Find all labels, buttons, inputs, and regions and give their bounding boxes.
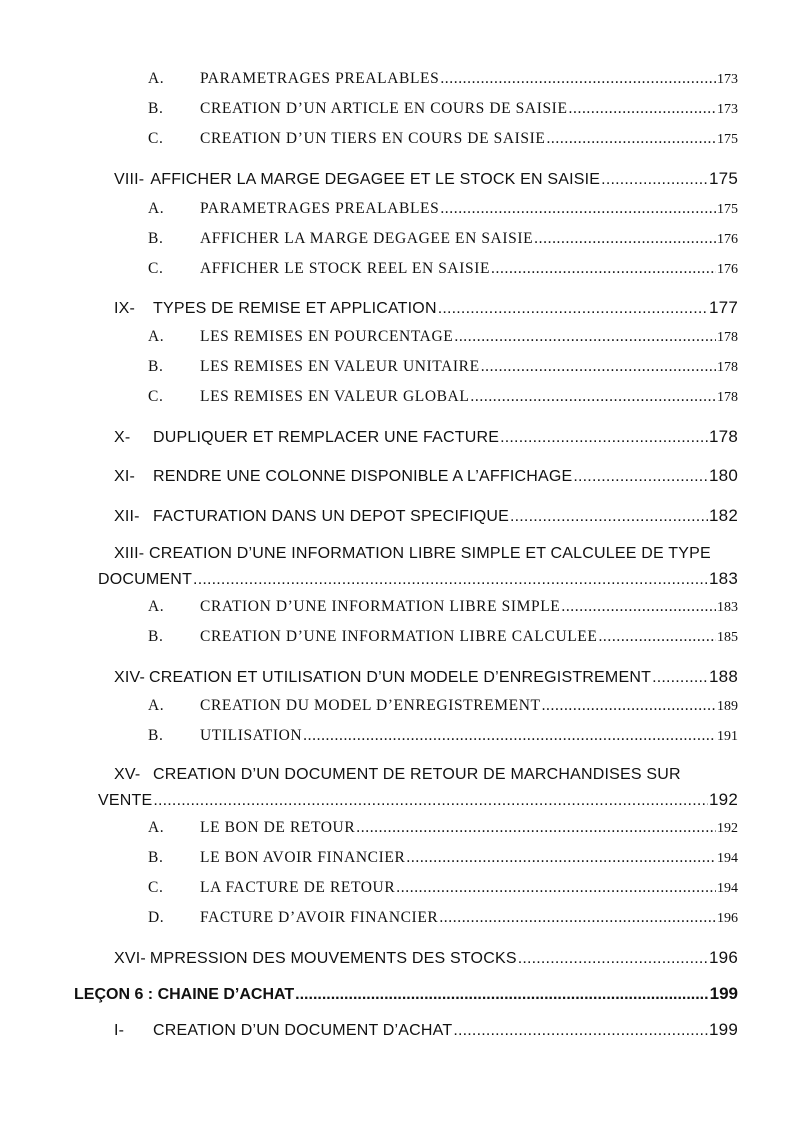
leader-dots <box>652 669 708 687</box>
toc-entry-page: 173 <box>717 102 738 117</box>
toc-section-entry-line1[interactable] <box>114 766 681 784</box>
leader-dots <box>193 571 708 589</box>
toc-entry-letter: B. <box>148 230 164 247</box>
toc-entry-letter: C. <box>148 130 164 147</box>
toc-section-title: RENDRE UNE COLONNE DISPONIBLE A L’AFFICHAGE <box>153 468 573 485</box>
toc-entry-page: 178 <box>717 360 738 375</box>
leader-dots <box>542 697 716 715</box>
toc-entry[interactable] <box>148 388 738 406</box>
toc-entry-letter: A. <box>148 70 165 87</box>
toc-entry[interactable] <box>148 598 738 616</box>
toc-section-title-line1: CREATION D’UN DOCUMENT DE RETOUR DE MARCHANDISES SUR <box>153 766 681 783</box>
toc-section-number: I- <box>114 1022 125 1039</box>
toc-entry[interactable] <box>148 130 738 148</box>
toc-entry-page: 183 <box>717 600 738 615</box>
leader-dots <box>453 1022 708 1040</box>
toc-entry-title: LA FACTURE DE RETOUR <box>200 879 396 896</box>
toc-lesson-title: LEÇON 6 : CHAINE D’ACHAT <box>74 986 295 1003</box>
toc-entry-page: 194 <box>717 881 738 896</box>
leader-dots <box>470 388 716 406</box>
leader-dots <box>534 230 716 248</box>
leader-dots <box>303 727 716 745</box>
toc-entry-letter: D. <box>148 909 165 926</box>
leader-dots <box>295 986 708 1004</box>
toc-entry-title: CREATION D’UN TIERS EN COURS DE SAISIE <box>200 130 546 147</box>
leader-dots <box>491 260 716 278</box>
leader-dots <box>440 70 716 88</box>
leader-dots <box>153 792 708 810</box>
leader-dots <box>510 508 708 526</box>
toc-entry[interactable] <box>148 819 738 837</box>
toc-section-number: XI- <box>114 468 136 485</box>
toc-entry-title: LES REMISES EN VALEUR GLOBAL <box>200 388 470 405</box>
toc-section-title: CREATION ET UTILISATION D’UN MODELE D’ENREGISTREMENT <box>149 669 652 686</box>
toc-entry[interactable] <box>148 70 738 88</box>
toc-section-entry[interactable] <box>114 427 738 447</box>
toc-entry-title: FACTURE D’AVOIR FINANCIER <box>200 909 439 926</box>
toc-section-page: 199 <box>709 1020 738 1039</box>
toc-entry-page: 178 <box>717 390 738 405</box>
leader-dots <box>439 909 716 927</box>
toc-section-page: 183 <box>709 569 738 588</box>
toc-entry-letter: C. <box>148 879 164 896</box>
leader-dots <box>546 130 716 148</box>
toc-section-title: DUPLIQUER ET REMPLACER UNE FACTURE <box>153 429 500 446</box>
toc-entry-letter: B. <box>148 727 164 744</box>
toc-section-entry[interactable] <box>114 1020 738 1040</box>
toc-entry-title: AFFICHER LE STOCK REEL EN SAISIE <box>200 260 491 277</box>
toc-section-entry[interactable] <box>114 948 738 968</box>
toc-lesson-page: 199 <box>709 984 738 1003</box>
toc-entry-title: PARAMETRAGES PREALABLES <box>200 70 440 87</box>
toc-section-page: 178 <box>709 427 738 446</box>
toc-entry-title: LE BON DE RETOUR <box>200 819 356 836</box>
leader-dots <box>569 100 716 118</box>
toc-entry-letter: A. <box>148 200 165 217</box>
toc-section-number: IX- <box>114 300 136 317</box>
leader-dots <box>481 358 716 376</box>
toc-entry-letter: A. <box>148 328 165 345</box>
toc-section-page: 177 <box>709 298 738 317</box>
toc-section-number: XVI- <box>114 950 146 967</box>
toc-entry-title: AFFICHER LA MARGE DEGAGEE EN SAISIE <box>200 230 534 247</box>
toc-section-number: XII- <box>114 508 140 525</box>
toc-entry[interactable] <box>148 100 738 118</box>
toc-section-page: 188 <box>709 667 738 686</box>
toc-section-number: XV- <box>114 766 141 783</box>
toc-entry-title: CRATION D’UNE INFORMATION LIBRE SIMPLE <box>200 598 561 615</box>
toc-entry-letter: B. <box>148 849 164 866</box>
toc-section-title: AFFICHER LA MARGE DEGAGEE ET LE STOCK EN SAISIE <box>150 171 601 188</box>
toc-section-entry[interactable] <box>114 506 738 526</box>
toc-section-title-line2: DOCUMENT <box>98 571 193 588</box>
toc-entry-letter: B. <box>148 628 164 645</box>
toc-entry-title: CREATION DU MODEL D’ENREGISTREMENT <box>200 697 541 714</box>
leader-dots <box>500 429 708 447</box>
toc-entry-title: LES REMISES EN VALEUR UNITAIRE <box>200 358 480 375</box>
toc-entry-letter: A. <box>148 819 165 836</box>
toc-section-page: 192 <box>709 790 738 809</box>
toc-section-title: TYPES DE REMISE ET APPLICATION <box>153 300 437 317</box>
toc-entry-letter: A. <box>148 697 165 714</box>
toc-section-page: 180 <box>709 466 738 485</box>
toc-entry-page: 175 <box>717 202 738 217</box>
toc-section-entry[interactable] <box>114 169 738 189</box>
toc-entry-page: 191 <box>717 729 738 744</box>
toc-section-entry[interactable] <box>114 466 738 486</box>
toc-section-number: XIV- <box>114 669 146 686</box>
toc-entry[interactable] <box>148 328 738 346</box>
toc-entry-letter: B. <box>148 358 164 375</box>
leader-dots <box>598 628 716 646</box>
leader-dots <box>396 879 716 897</box>
toc-section-title: MPRESSION DES MOUVEMENTS DES STOCKS <box>149 950 517 967</box>
toc-section-page: 196 <box>709 948 738 967</box>
toc-section-number: VIII- <box>114 171 145 188</box>
leader-dots <box>440 200 716 218</box>
leader-dots <box>356 819 716 837</box>
toc-section-page: 182 <box>709 506 738 525</box>
toc-entry[interactable] <box>148 849 738 867</box>
leader-dots <box>454 328 716 346</box>
toc-entry[interactable] <box>148 697 738 715</box>
leader-dots <box>438 300 708 318</box>
toc-entry-title: LE BON AVOIR FINANCIER <box>200 849 406 866</box>
toc-lesson-entry[interactable] <box>74 984 738 1004</box>
toc-entry-title: LES REMISES EN POURCENTAGE <box>200 328 454 345</box>
toc-section-page: 175 <box>709 169 738 188</box>
leader-dots <box>601 171 708 189</box>
toc-entry[interactable] <box>148 879 738 897</box>
toc-section-entry[interactable] <box>114 667 738 687</box>
toc-entry[interactable] <box>148 200 738 218</box>
toc-entry-letter: A. <box>148 598 165 615</box>
toc-entry-letter: B. <box>148 100 164 117</box>
toc-entry-page: 178 <box>717 330 738 345</box>
toc-entry-page: 175 <box>717 132 738 147</box>
toc-entry[interactable] <box>148 358 738 376</box>
toc-section-title: FACTURATION DANS UN DEPOT SPECIFIQUE <box>153 508 509 525</box>
toc-entry-page: 176 <box>717 262 738 277</box>
toc-entry-page: 196 <box>717 911 738 926</box>
toc-section-entry-line2[interactable] <box>98 569 738 589</box>
toc-entry-page: 173 <box>717 72 738 87</box>
toc-section-entry-line1[interactable] <box>114 545 711 563</box>
toc-entry-letter: C. <box>148 388 164 405</box>
toc-section-entry-line2[interactable] <box>98 790 738 810</box>
toc-entry-page: 189 <box>717 699 738 714</box>
toc-entry[interactable] <box>148 260 738 278</box>
toc-entry-title: CREATION D’UNE INFORMATION LIBRE CALCULEE <box>200 628 598 645</box>
toc-entry-page: 185 <box>717 630 738 645</box>
toc-section-number: XIII- <box>114 545 145 562</box>
toc-section-number: X- <box>114 429 131 446</box>
toc-entry[interactable] <box>148 727 738 745</box>
toc-entry-page: 192 <box>717 821 738 836</box>
toc-entry[interactable] <box>148 230 738 248</box>
toc-entry[interactable] <box>148 628 738 646</box>
leader-dots <box>561 598 716 616</box>
toc-entry-letter: C. <box>148 260 164 277</box>
toc-entry-title: UTILISATION <box>200 727 303 744</box>
toc-entry[interactable] <box>148 909 738 927</box>
leader-dots <box>406 849 716 867</box>
toc-section-title: CREATION D’UN DOCUMENT D’ACHAT <box>153 1022 453 1039</box>
toc-section-title-line2: VENTE <box>98 792 153 809</box>
toc-entry-page: 176 <box>717 232 738 247</box>
leader-dots <box>518 950 708 968</box>
toc-section-entry[interactable] <box>114 298 738 318</box>
toc-entry-page: 194 <box>717 851 738 866</box>
toc-entry-title: CREATION D’UN ARTICLE EN COURS DE SAISIE <box>200 100 568 117</box>
toc-section-title-line1: CREATION D’UNE INFORMATION LIBRE SIMPLE ET CALCULEE DE TYPE <box>149 545 711 562</box>
toc-entry-title: PARAMETRAGES PREALABLES <box>200 200 440 217</box>
leader-dots <box>573 468 708 486</box>
